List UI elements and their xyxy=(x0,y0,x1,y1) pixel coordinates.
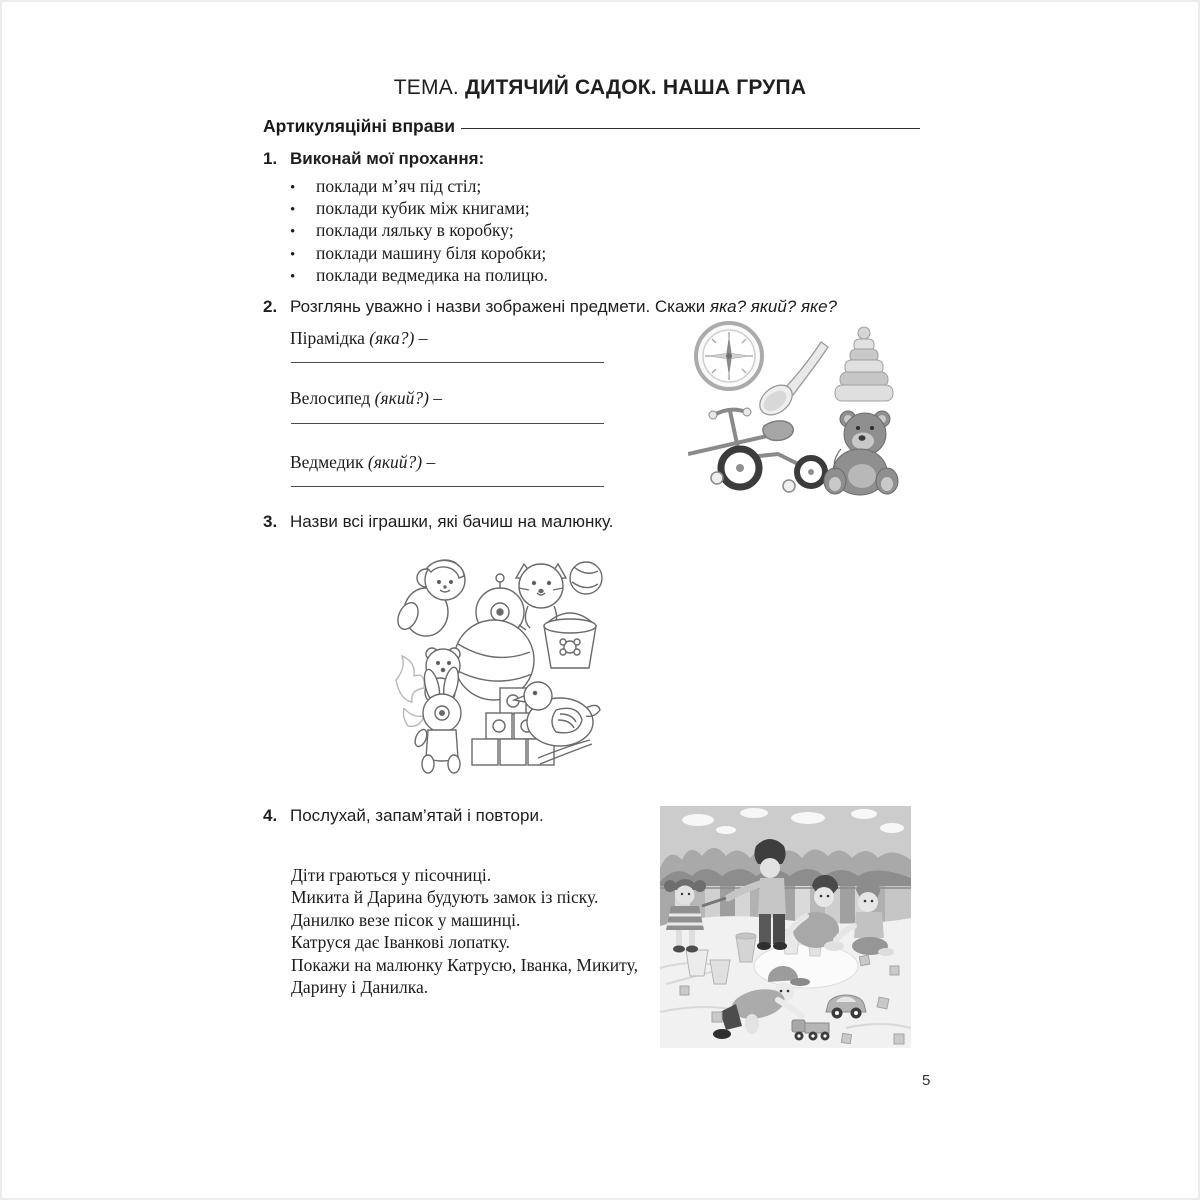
list-item-text: поклади ляльку в коробку; xyxy=(316,220,514,241)
compass-icon xyxy=(696,323,762,389)
exercise2-number: 2. xyxy=(263,297,278,316)
section-heading-rule xyxy=(461,128,920,129)
toy-truck xyxy=(792,1020,830,1041)
exercise3-number: 3. xyxy=(263,512,278,531)
exercise4-number: 4. xyxy=(263,806,278,825)
doll-line-art xyxy=(394,560,465,636)
section-heading-label: Артикуляційні вправи xyxy=(263,116,455,136)
answer-line xyxy=(291,486,604,487)
exercise4-heading xyxy=(263,806,544,826)
page-title xyxy=(0,76,1200,100)
question-word: (яка?) xyxy=(369,328,415,348)
teddy-bear-icon xyxy=(824,411,898,495)
bullet-icon: • xyxy=(290,180,296,196)
dash: – xyxy=(414,328,428,348)
duck-line-art xyxy=(514,682,600,764)
word-prompt-vedmedyk xyxy=(290,452,435,473)
exercise2-heading xyxy=(263,297,923,317)
page-number: 5 xyxy=(922,1072,931,1089)
text-line: Дарину і Данилка. xyxy=(291,977,429,998)
exercise2-prompt-questions: яка? який? яке? xyxy=(710,297,837,316)
exercise1-heading xyxy=(263,149,484,169)
bucket-line-art xyxy=(544,613,596,668)
text-line: Данилко везе пісок у машинці. xyxy=(291,909,521,930)
dash: – xyxy=(428,388,443,408)
list-item xyxy=(290,220,548,242)
bullet-icon: • xyxy=(290,224,296,241)
section-heading xyxy=(263,116,920,137)
text-line: Микита й Дарина будують замок із піску. xyxy=(291,887,599,908)
dash: – xyxy=(422,452,436,472)
list-item-text: поклади кубик між книгами; xyxy=(316,198,530,219)
bullet-icon: • xyxy=(290,202,296,219)
pyramid-toy-icon xyxy=(835,327,893,401)
exercise2-prompt xyxy=(290,297,837,317)
exercise2-prompt-text: Розглянь уважно і назви зображені предмети. Скажи xyxy=(290,297,711,316)
list-item-text: поклади ведмедика на полицю. xyxy=(316,264,548,285)
word: Ведмедик xyxy=(290,452,368,472)
text-line: Катруся дає Іванкові лопатку. xyxy=(291,932,510,953)
exercise2-toys-image xyxy=(688,318,903,503)
bullet-icon: • xyxy=(290,246,296,263)
tricycle-icon xyxy=(688,408,825,492)
list-item xyxy=(290,176,548,198)
word: Велосипед xyxy=(290,388,375,408)
spoon-icon xyxy=(754,342,828,421)
list-item-text: поклади машину біля коробки; xyxy=(316,242,547,263)
text-line: Покажи на малюнку Катрусю, Іванка, Микиту, xyxy=(291,954,638,975)
exercise3-heading xyxy=(263,512,614,532)
list-item-text: поклади м’яч під стіл; xyxy=(316,176,482,196)
bullet-icon: • xyxy=(290,268,296,285)
striped-ball-line-art xyxy=(570,562,602,594)
bunny-line-art xyxy=(413,666,461,773)
answer-line xyxy=(291,423,604,424)
text-line: Діти граються у пісочниці. xyxy=(291,865,492,885)
word: Пірамідка xyxy=(290,328,370,348)
list-item xyxy=(290,198,548,220)
exercise1-list xyxy=(290,176,548,287)
exercise4-text xyxy=(291,864,651,998)
exercise1-number: 1. xyxy=(263,149,278,168)
page-title-main: ДИТЯЧИЙ САДОК. НАША ГРУПА xyxy=(464,76,807,99)
list-item xyxy=(290,265,548,287)
question-word: (який?) xyxy=(374,388,429,408)
exercise3-prompt: Назви всі іграшки, які бачиш на малюнку. xyxy=(290,512,614,531)
page-title-prefix: ТЕМА. xyxy=(393,76,465,99)
exercise1-prompt: Виконай мої прохання: xyxy=(290,149,485,168)
list-item xyxy=(290,243,548,265)
exercise4-prompt: Послухай, запам’ятай і повтори. xyxy=(290,806,544,825)
scribble-decor xyxy=(396,656,424,726)
question-word: (який?) xyxy=(367,452,423,472)
toys-collage-line-art xyxy=(388,550,603,778)
word-prompt-piramidka xyxy=(290,328,427,349)
answer-line xyxy=(291,362,604,363)
word-prompt-velosyped xyxy=(290,388,442,409)
children-sandbox-scene xyxy=(656,798,915,1057)
